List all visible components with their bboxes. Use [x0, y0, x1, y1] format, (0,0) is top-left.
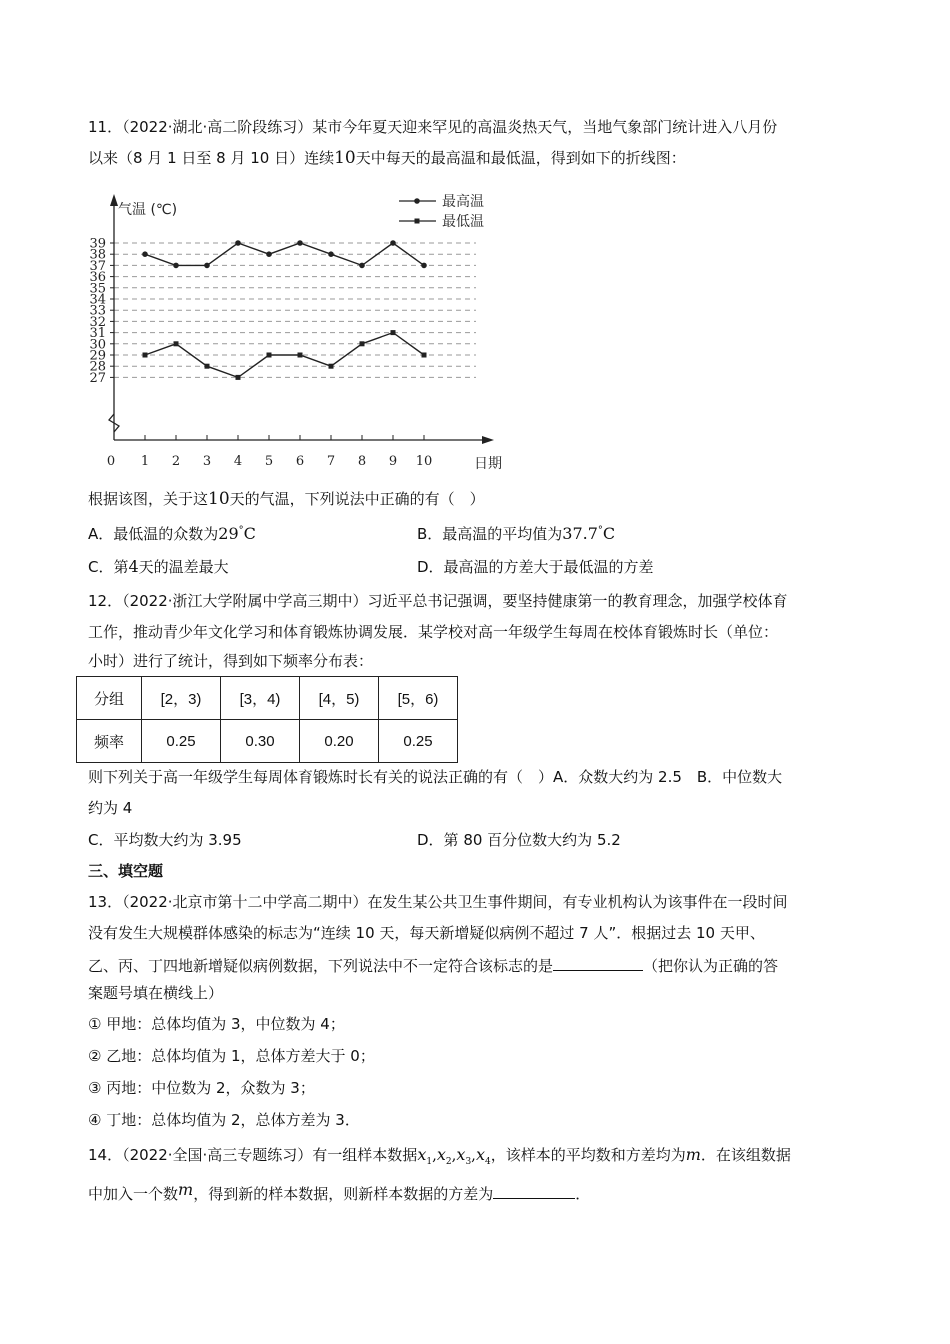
data-point-low: [422, 353, 427, 358]
q11-option-b-unit: C: [602, 524, 616, 543]
q12-line-5: 约为 4: [88, 799, 133, 817]
data-point-high: [266, 251, 272, 257]
q11-line-2: [88, 148, 686, 168]
table-cell: [4，5): [300, 677, 379, 720]
q11-num-10: 10: [334, 148, 356, 168]
q14-line-2: [88, 1180, 590, 1204]
q14-line-1: [88, 1145, 791, 1172]
q11-option-c-b: 天的温差最大: [138, 558, 229, 576]
data-point-low: [174, 341, 179, 346]
data-point-high: [390, 240, 396, 246]
x-axis-arrow: [482, 436, 494, 444]
answer-blank[interactable]: [553, 954, 643, 971]
y-tick-label: 37: [89, 258, 106, 274]
data-point-high: [142, 251, 148, 257]
data-point-high: [359, 263, 365, 269]
q13-item-2: ② 乙地：总体均值为 1，总体方差大于 0；: [88, 1047, 375, 1065]
math-subscript: 1: [426, 1157, 433, 1167]
y-tick-label: 32: [89, 314, 106, 330]
y-tick-label: 34: [89, 292, 106, 308]
table-cell: 0.20: [300, 720, 379, 763]
table-cell: 频率: [77, 720, 142, 763]
math-subscript: 2: [445, 1157, 452, 1167]
data-point-low: [143, 353, 148, 358]
x-tick-label: 3: [202, 454, 212, 469]
data-point-high: [204, 263, 210, 269]
section-heading: 三、填空题: [88, 862, 164, 880]
x-tick-label: 0: [106, 454, 116, 469]
q13-line-3a: 乙、丙、丁四地新增疑似病例数据，下列说法中不一定符合该标志的是: [88, 957, 554, 975]
math-x: x: [475, 1145, 485, 1164]
x-tick-label: 2: [171, 454, 181, 469]
x-tick-label: 9: [388, 454, 398, 469]
y-tick-label: 30: [89, 337, 106, 353]
q11-prompt-a: 根据该图，关于这: [88, 490, 209, 508]
q11-option-c: [88, 557, 229, 577]
y-tick-label: 39: [89, 236, 106, 252]
math-x: x: [456, 1145, 466, 1164]
q11-option-a-value: 29: [218, 524, 239, 543]
table-cell: [3，4): [221, 677, 300, 720]
q13-item-4: ④ 丁地：总体均值为 2，总体方差为 3．: [88, 1111, 360, 1129]
table-cell: 0.30: [221, 720, 300, 763]
legend-label-high: 最高温: [442, 194, 484, 210]
q13-line-3: [88, 954, 778, 976]
data-point-high: [421, 263, 427, 269]
data-point-low: [236, 375, 241, 380]
chart-legend: [399, 193, 484, 230]
q12-line-4: 则下列关于高一年级学生每周体育锻炼时长有关的说法正确的有（ ）A．众数大约为 2.5 B．中位数大: [88, 768, 783, 786]
math-subscript: 4: [484, 1157, 491, 1167]
y-tick-label: 29: [89, 348, 106, 364]
data-point-low: [360, 341, 365, 346]
legend-marker-high: [414, 198, 420, 204]
q12-line-3: 小时）进行了统计，得到如下频率分布表：: [88, 652, 374, 670]
q11-option-c-a: C．第: [88, 558, 129, 576]
data-point-low: [391, 330, 396, 335]
q14-line-2c: ．: [575, 1185, 591, 1203]
x-tick-label: 4: [233, 454, 243, 469]
q14-line-2a: 中加入一个数: [88, 1185, 179, 1203]
y-axis-arrow: [110, 194, 118, 206]
frequency-table: [76, 676, 458, 763]
y-tick-label: 38: [89, 247, 106, 263]
x-tick-label: 7: [326, 454, 336, 469]
y-tick-label: 33: [89, 303, 106, 319]
q11-option-d: D．最高温的方差大于最低温的方差: [417, 558, 654, 576]
answer-blank[interactable]: [493, 1182, 575, 1199]
q11-prompt: [88, 489, 485, 509]
q12-line-1: 12．（2022·浙江大学附属中学高三期中）习近平总书记强调，要坚持健康第一的教育理念，加强学校体育: [88, 592, 788, 610]
data-point-high: [173, 263, 179, 269]
math-x: x: [436, 1145, 446, 1164]
y-tick-label: 27: [89, 370, 106, 386]
q11-line-2a: 以来（8 月 1 日至 8 月 10 日）连续: [88, 149, 335, 167]
y-axis-label: 气温 (℃): [118, 202, 178, 218]
data-point-high: [297, 240, 303, 246]
q13-line-3b: （把你认为正确的答: [643, 957, 779, 975]
math-comma: ,: [471, 1146, 476, 1164]
q11-option-a: [88, 521, 256, 544]
q14-line-1a: 14．（2022·全国·高三专题练习）有一组样本数据: [88, 1146, 418, 1164]
table-row-frequency: [77, 720, 458, 763]
q11-option-a-text: A．最低温的众数为: [88, 525, 219, 543]
legend-label-low: 最低温: [442, 214, 484, 230]
q11-prompt-b: 天的气温，下列说法中正确的有（ ）: [229, 490, 485, 508]
q11-option-a-unit: C: [243, 524, 256, 543]
data-point-low: [329, 364, 334, 369]
chart-ticks: [89, 237, 432, 470]
math-comma: ,: [451, 1146, 457, 1164]
data-point-high: [328, 251, 334, 257]
y-tick-label: 28: [89, 359, 106, 375]
x-tick-label: 6: [295, 454, 305, 469]
q11-line-1: 11．（2022·湖北·高二阶段练习）某市今年夏天迎来罕见的高温炎热天气，当地气象部门统计进入八月份: [88, 118, 778, 136]
q12-option-d: D．第 80 百分位数大约为 5.2: [417, 831, 621, 849]
q11-option-b-text: B．最高温的平均值为: [417, 525, 563, 543]
x-tick-label: 5: [264, 454, 274, 469]
math-comma: ,: [432, 1146, 437, 1164]
y-tick-label: 36: [89, 270, 106, 286]
q13-line-2: 没有发生大规模群体感染的标志为“连续 10 天，每天新增疑似病例不超过 7 人”．根据过去 10 天甲、: [88, 924, 765, 942]
math-m: m: [178, 1180, 194, 1199]
table-cell: [5，6): [379, 677, 458, 720]
q14-line-1c: ．在该组数据: [700, 1146, 791, 1164]
degree-symbol: °: [597, 525, 603, 536]
q14-line-2b: ，得到新的样本数据，则新样本数据的方差为: [193, 1185, 494, 1203]
data-point-low: [267, 353, 272, 358]
x-axis-label: 日期: [474, 456, 502, 472]
q13-item-1: ① 甲地：总体均值为 3，中位数为 4；: [88, 1015, 345, 1033]
temperature-line-chart: [89, 188, 516, 478]
q11-prompt-num: 10: [208, 489, 230, 509]
table-cell: [2，3): [142, 677, 221, 720]
q11-option-b-value: 37.7: [562, 524, 598, 543]
q11-line-2b: 天中每天的最高温和最低温，得到如下的折线图：: [355, 149, 686, 167]
degree-symbol: °: [238, 525, 244, 536]
x-tick-label: 8: [357, 454, 367, 469]
y-tick-label: 35: [89, 281, 106, 297]
x-tick-label: 1: [140, 454, 150, 469]
q12-option-c: C．平均数大约为 3.95: [88, 831, 242, 849]
table-cell: 分组: [77, 677, 142, 720]
q11-option-c-num: 4: [128, 557, 139, 576]
table-row-groups: [77, 677, 458, 720]
q12-line-2: 工作，推动青少年文化学习和体育锻炼协调发展．某学校对高一年级学生每周在校体育锻炼时长（单位：: [88, 623, 779, 641]
q13-item-3: ③ 丙地：中位数为 2，众数为 3；: [88, 1079, 315, 1097]
data-point-high: [235, 240, 241, 246]
table-cell: 0.25: [379, 720, 458, 763]
q14-line-1b: ，该样本的平均数和方差均为: [490, 1146, 686, 1164]
q13-line-4: 案题号填在横线上）: [88, 984, 224, 1002]
table-cell: 0.25: [142, 720, 221, 763]
math-m: m: [685, 1145, 701, 1164]
data-point-low: [298, 353, 303, 358]
math-subscript: 3: [465, 1157, 472, 1167]
x-tick-label: 10: [415, 454, 433, 469]
q13-line-1: 13．（2022·北京市第十二中学高二期中）在发生某公共卫生事件期间，有专业机构认为该事件在一段时间: [88, 893, 788, 911]
q11-option-b: [417, 521, 615, 544]
math-x: x: [417, 1145, 427, 1164]
legend-marker-low: [415, 219, 420, 224]
data-point-low: [205, 364, 210, 369]
y-tick-label: 31: [89, 326, 106, 342]
